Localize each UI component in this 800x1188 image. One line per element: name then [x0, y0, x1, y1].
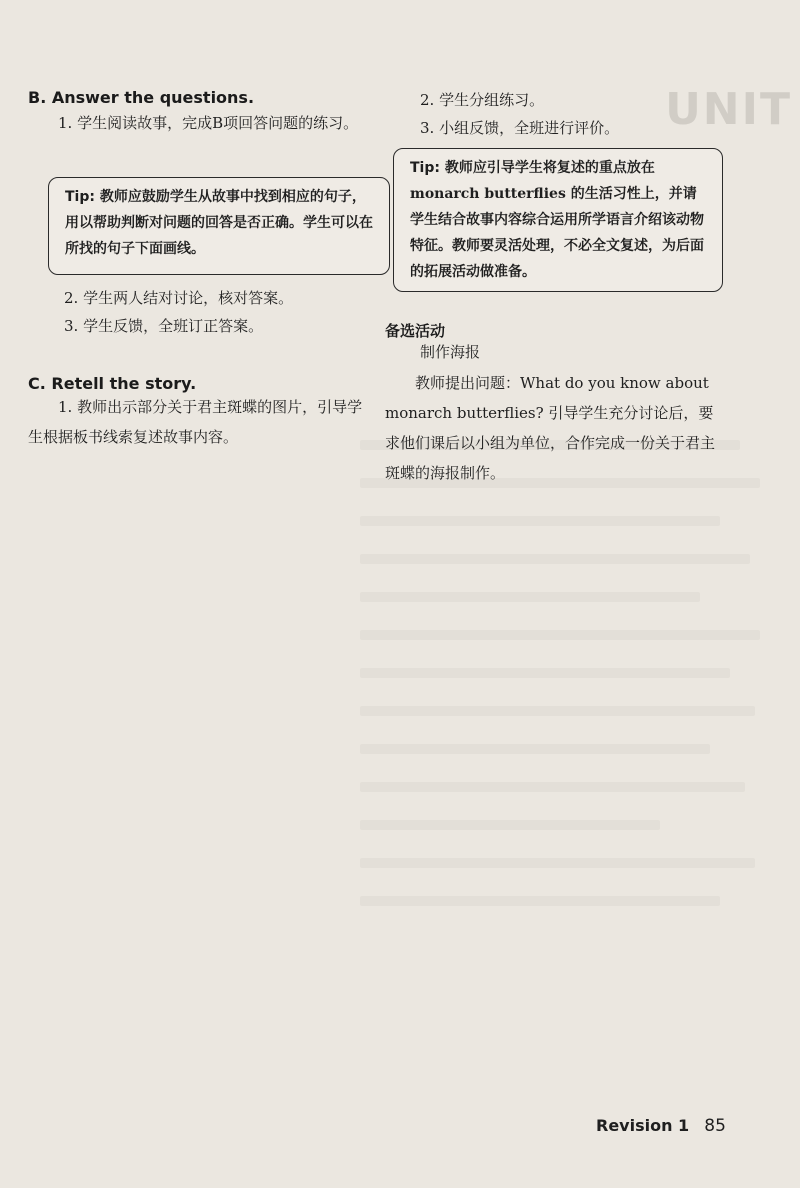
section-c-step-1: 1. 教师出示部分关于君主斑蝶的图片，引导学生根据板书线索复述故事内容。 [28, 398, 363, 446]
footer-label: Revision 1 [596, 1116, 690, 1135]
page-number: 85 [704, 1116, 726, 1136]
right-step-3: 3. 小组反馈，全班进行评价。 [420, 119, 620, 137]
tip-box-left [48, 177, 390, 275]
tip-label: Tip: [65, 189, 95, 205]
page-footer [596, 1116, 726, 1136]
tip-text: 教师应引导学生将复述的重点放在 monarch butterflies 的生活习性上，并请学生结合故事内容综合运用所学语言介绍该动物特征。教师要灵活处理，不必全文复述，为后面的拓展活动做准备。 [410, 160, 704, 280]
right-step-2: 2. 学生分组练习。 [420, 91, 545, 109]
optional-activity-text: 教师提出问题：What do you know about monarch butterflies? 引导学生充分讨论后，要求他们课后以小组为单位，合作完成一份关于君主斑蝶的海报制作。 [385, 374, 716, 482]
section-b-step-1: 1. 学生阅读故事，完成B项回答问题的练习。 [58, 114, 359, 132]
optional-activity-heading: 备选活动 [385, 322, 446, 340]
section-b-step-3: 3. 学生反馈，全班订正答案。 [64, 317, 264, 335]
section-b-step-2: 2. 学生两人结对讨论，核对答案。 [64, 289, 294, 307]
tip-label: Tip: [410, 160, 440, 176]
bleed-through-lines [360, 440, 780, 960]
tip-box-right [393, 148, 723, 292]
section-b-heading: B. Answer the questions. [28, 88, 255, 107]
section-c-heading: C. Retell the story. [28, 374, 197, 393]
bleed-through-watermark: UNIT [665, 84, 792, 135]
tip-text: 教师应鼓励学生从故事中找到相应的句子，用以帮助判断对问题的回答是否正确。学生可以在所找的句子下面画线。 [65, 189, 373, 257]
optional-activity-subtitle: 制作海报 [420, 343, 481, 361]
